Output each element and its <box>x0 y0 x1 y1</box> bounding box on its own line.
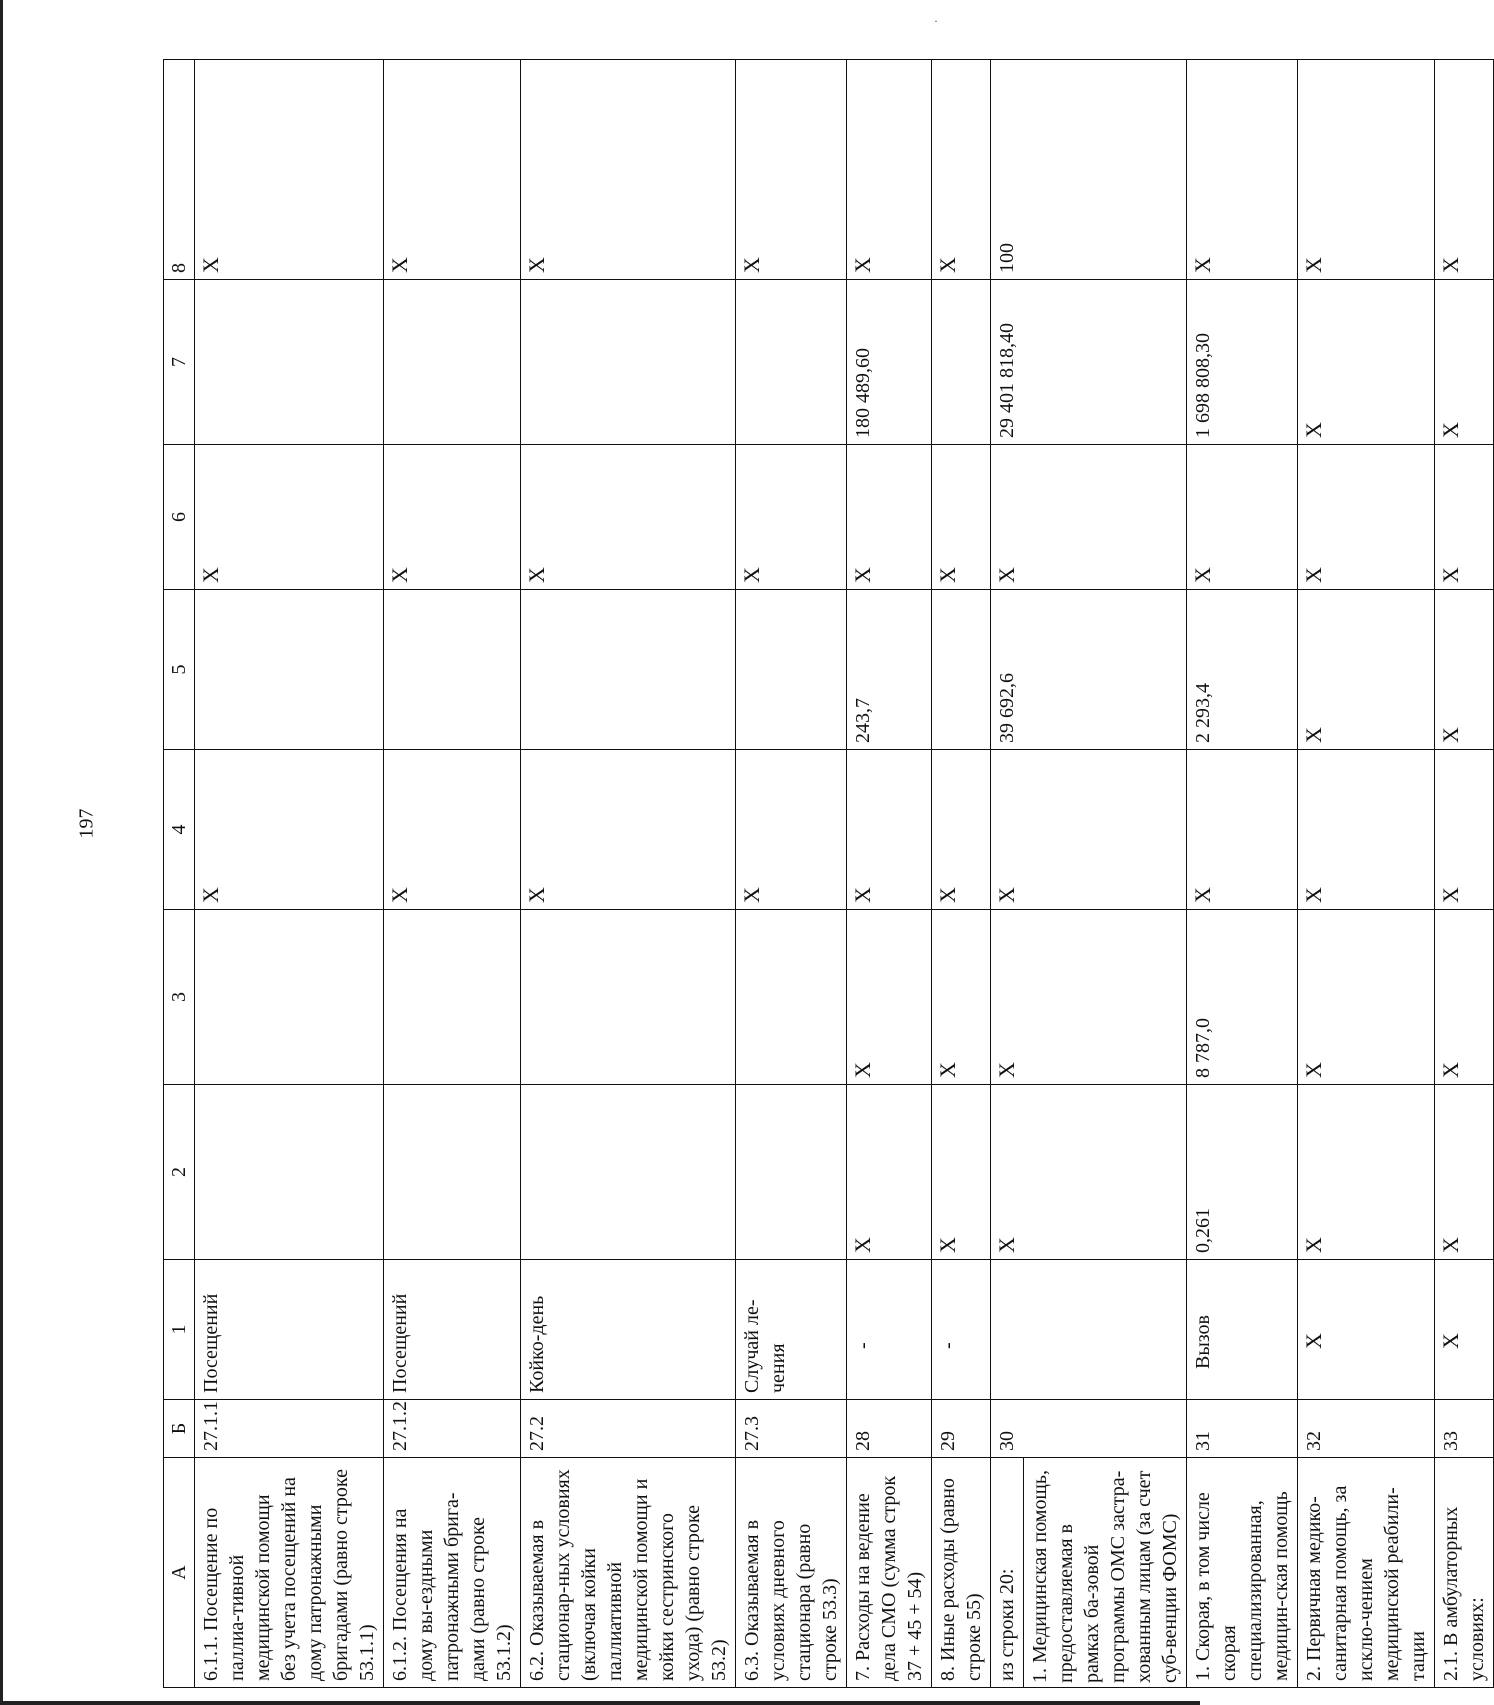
cell-8: X <box>1187 60 1298 280</box>
cell-2 <box>736 1085 847 1260</box>
page-frame-bottom <box>0 1701 1200 1705</box>
rotated-table-wrapper <box>163 60 1488 1688</box>
header-row <box>164 60 195 1688</box>
header-7: 7 <box>164 280 195 445</box>
cell-5: 243,7 <box>847 590 932 750</box>
cell-a: 7. Расходы на ведение дела СМО (сумма строк 37 + 45 + 54) <box>847 1458 932 1688</box>
cell-7 <box>195 280 384 445</box>
cell-a: 2.1. В амбулаторных условиях: <box>1435 1458 1494 1688</box>
table-row <box>195 60 384 1688</box>
cell-3: X <box>1298 910 1435 1085</box>
cell-b: 27.1.2 <box>384 1400 521 1458</box>
cell-1: - <box>932 1260 991 1400</box>
cell-6: X <box>384 445 521 590</box>
cell-7: 1 698 808,30 <box>1187 280 1298 445</box>
cell-7: 29 401 818,40 <box>991 280 1187 445</box>
header-a: А <box>164 1458 195 1688</box>
header-5: 5 <box>164 590 195 750</box>
cell-b: 33 <box>1435 1400 1494 1458</box>
cell-2 <box>195 1085 384 1260</box>
cell-2 <box>521 1085 736 1260</box>
cell-7 <box>736 280 847 445</box>
cell-6: X <box>521 445 736 590</box>
cell-7 <box>384 280 521 445</box>
cell-2: X <box>1435 1085 1494 1260</box>
cell-2: X <box>991 1085 1187 1260</box>
header-6: 6 <box>164 445 195 590</box>
cell-7: X <box>1298 280 1435 445</box>
cell-b: 30 <box>991 1400 1187 1458</box>
cell-8: 100 <box>991 60 1187 280</box>
cell-a: 6.2. Оказываемая в стационар-ных условиях (включая койки паллиативной медицинской помощи и койки сестринского ухода) (равно строке 53.2) <box>521 1458 736 1688</box>
cell-a: 1. Медицинская помощь, предоставляемая в рамках ба-зовой программы ОМС застра-хованным лицам (за счет суб-венции ФОМС) <box>1024 1458 1187 1688</box>
cell-a: 6.3. Оказываемая в условиях дневного стационара (равно строке 53.3) <box>736 1458 847 1688</box>
cell-7 <box>521 280 736 445</box>
cell-1: - <box>847 1260 932 1400</box>
scan-mark: · <box>934 14 938 28</box>
table-row <box>1435 60 1494 1688</box>
header-b: Б <box>164 1400 195 1458</box>
cell-6: X <box>1435 445 1494 590</box>
cell-3 <box>736 910 847 1085</box>
cell-b: 29 <box>932 1400 991 1458</box>
cell-5 <box>195 590 384 750</box>
cell-4: X <box>1187 750 1298 910</box>
cell-2: X <box>932 1085 991 1260</box>
cell-8: X <box>195 60 384 280</box>
cell-1: X <box>1298 1260 1435 1400</box>
cell-5 <box>736 590 847 750</box>
cell-7 <box>932 280 991 445</box>
cell-b: 28 <box>847 1400 932 1458</box>
cell-6: X <box>847 445 932 590</box>
cell-8: X <box>384 60 521 280</box>
cell-7: X <box>1435 280 1494 445</box>
page-number: 197 <box>75 808 98 839</box>
cell-3: X <box>991 910 1187 1085</box>
cell-1: X <box>1435 1260 1494 1400</box>
cell-a: 6.1.2. Посещения на дому вы-ездными патронажными брига-дами (равно строке 53.1.2) <box>384 1458 521 1688</box>
cell-6: X <box>991 445 1187 590</box>
cell-a: из строки 20: <box>991 1458 1024 1688</box>
cell-3 <box>384 910 521 1085</box>
cell-a: 1. Скорая, в том числе скорая специализированная, медицин-ская помощь <box>1187 1458 1298 1688</box>
cell-6: X <box>1187 445 1298 590</box>
data-table <box>163 59 1494 1688</box>
page-frame-left <box>0 0 3 1705</box>
cell-7: 180 489,60 <box>847 280 932 445</box>
cell-4: X <box>384 750 521 910</box>
cell-1 <box>991 1260 1187 1400</box>
cell-6: X <box>736 445 847 590</box>
cell-1: Случай ле-чения <box>736 1260 847 1400</box>
cell-8: X <box>736 60 847 280</box>
cell-8: X <box>1435 60 1494 280</box>
table-row <box>1187 60 1298 1688</box>
cell-4: X <box>736 750 847 910</box>
cell-3: X <box>847 910 932 1085</box>
cell-b: 32 <box>1298 1400 1435 1458</box>
cell-4: X <box>521 750 736 910</box>
cell-b: 31 <box>1187 1400 1298 1458</box>
cell-8: X <box>521 60 736 280</box>
cell-4: X <box>991 750 1187 910</box>
cell-5 <box>384 590 521 750</box>
cell-1: Посещений <box>195 1260 384 1400</box>
header-1: 1 <box>164 1260 195 1400</box>
table-row <box>1298 60 1435 1688</box>
table-row <box>847 60 932 1688</box>
cell-1: Посещений <box>384 1260 521 1400</box>
cell-8: X <box>1298 60 1435 280</box>
cell-3 <box>521 910 736 1085</box>
cell-5 <box>932 590 991 750</box>
cell-1: Койко-день <box>521 1260 736 1400</box>
header-2: 2 <box>164 1085 195 1260</box>
table-row <box>736 60 847 1688</box>
cell-3 <box>195 910 384 1085</box>
header-3: 3 <box>164 910 195 1085</box>
cell-a: 6.1.1. Посещение по паллиа-тивной медицинской помощи без учета посещений на дому патронажными бригадами (равно строке 53.1.1) <box>195 1458 384 1688</box>
cell-2: X <box>847 1085 932 1260</box>
cell-8: X <box>932 60 991 280</box>
cell-4: X <box>1435 750 1494 910</box>
cell-a: 2. Первичная медико-санитарная помощь, за исклю-чением медицинской реабили-тации <box>1298 1458 1435 1688</box>
cell-4: X <box>195 750 384 910</box>
cell-8: X <box>847 60 932 280</box>
cell-6: X <box>195 445 384 590</box>
cell-2: X <box>1298 1085 1435 1260</box>
cell-6: X <box>1298 445 1435 590</box>
cell-b: 27.3 <box>736 1400 847 1458</box>
cell-4: X <box>847 750 932 910</box>
header-8: 8 <box>164 60 195 280</box>
cell-5: 2 293,4 <box>1187 590 1298 750</box>
cell-5 <box>521 590 736 750</box>
table-row <box>932 60 991 1688</box>
cell-2: 0,261 <box>1187 1085 1298 1260</box>
cell-1: Вызов <box>1187 1260 1298 1400</box>
cell-5: 39 692,6 <box>991 590 1187 750</box>
cell-a: 8. Иные расходы (равно строке 55) <box>932 1458 991 1688</box>
table-row <box>991 60 1024 1688</box>
cell-3: X <box>932 910 991 1085</box>
cell-5: X <box>1435 590 1494 750</box>
cell-b: 27.1.1 <box>195 1400 384 1458</box>
table-row <box>384 60 521 1688</box>
cell-6: X <box>932 445 991 590</box>
cell-3: X <box>1435 910 1494 1085</box>
cell-4: X <box>1298 750 1435 910</box>
header-4: 4 <box>164 750 195 910</box>
cell-b: 27.2 <box>521 1400 736 1458</box>
table-row <box>521 60 736 1688</box>
cell-5: X <box>1298 590 1435 750</box>
cell-4: X <box>932 750 991 910</box>
cell-3: 8 787,0 <box>1187 910 1298 1085</box>
cell-2 <box>384 1085 521 1260</box>
